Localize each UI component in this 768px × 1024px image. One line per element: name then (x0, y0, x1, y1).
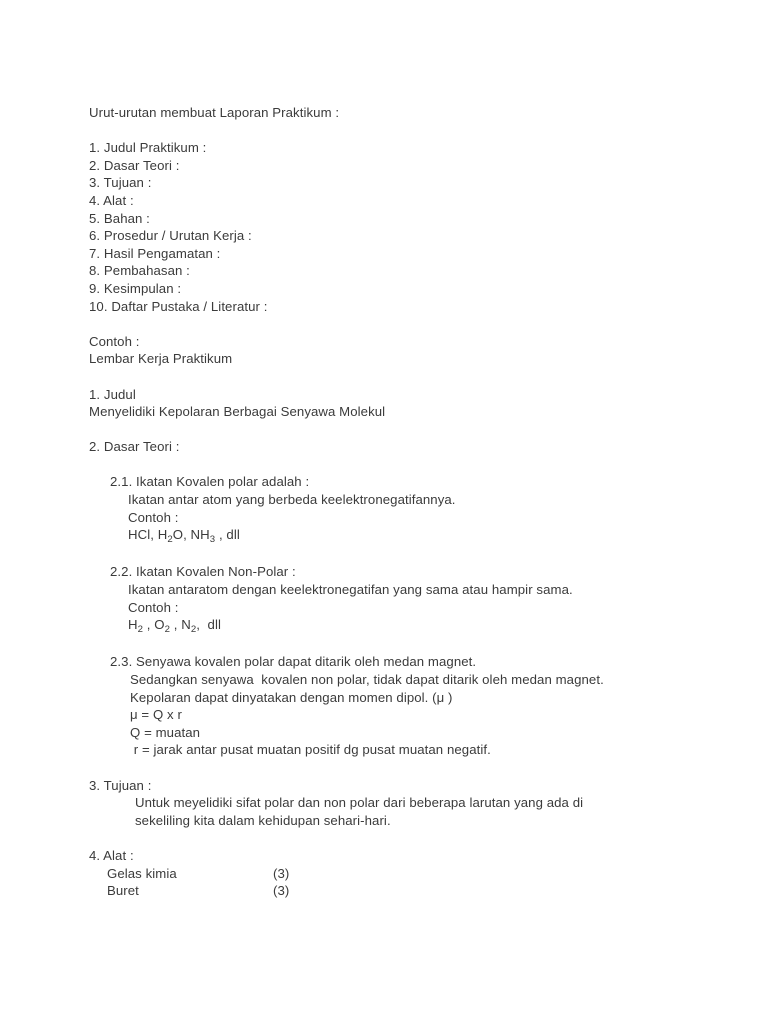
subsection-2-2-heading: 2.2. Ikatan Kovalen Non-Polar : (110, 564, 296, 580)
report-step-9: 9. Kesimpulan : (89, 280, 182, 296)
report-step-10: 10. Daftar Pustaka / Literatur : (89, 298, 268, 314)
formula-part: O, NH (172, 527, 210, 543)
report-step-5: 5. Bahan : (89, 210, 150, 226)
report-step-4: 4. Alat : (89, 192, 134, 208)
formula-subscript: 2 (164, 624, 171, 636)
section-3-heading: 3. Tujuan : (89, 777, 152, 793)
subsection-2-1-formula (89, 526, 709, 546)
formula-part: , N (170, 617, 191, 633)
section-3-line-1: Untuk meyelidiki sifat polar dan non polar dari beberapa larutan yang ada di (135, 795, 584, 811)
report-step-3: 3. Tujuan : (89, 175, 152, 191)
formula-part: H (128, 617, 138, 633)
equipment-name: Buret (107, 883, 139, 899)
document-body (89, 104, 709, 900)
section-3-line-2: sekeliling kita dalam kehidupan sehari-hari. (135, 812, 391, 828)
subsection-2-2-line-1: Ikatan antaratom dengan keelektronegatifan yang sama atau hampir sama. (128, 582, 573, 598)
equipment-name: Gelas kimia (107, 865, 177, 881)
subsection-2-1-line-2: Contoh : (128, 509, 179, 525)
formula-subscript: 2 (190, 624, 197, 636)
spacer (89, 421, 709, 439)
example-label: Contoh : (89, 333, 140, 349)
report-step-2: 2. Dasar Teori : (89, 157, 180, 173)
section-1-heading: 1. Judul (89, 386, 136, 402)
spacer (89, 456, 709, 474)
spacer (89, 636, 709, 654)
dipole-formula: μ = Q x r (130, 707, 182, 723)
subsection-2-2-formula (89, 616, 709, 636)
report-step-7: 7. Hasil Pengamatan : (89, 245, 221, 261)
subsection-2-1-line-1: Ikatan antar atom yang berbeda keelektronegatifannya. (128, 492, 456, 508)
formula-subscript: 2 (137, 624, 144, 636)
equipment-row (89, 865, 709, 883)
formula-part: , dll (196, 617, 221, 633)
spacer (89, 759, 709, 777)
section-1-body: Menyelidiki Kepolaran Berbagai Senyawa Molekul (89, 404, 386, 420)
equipment-row (89, 882, 709, 900)
formula-part: HCl, H (128, 527, 168, 543)
equipment-quantity: (3) (273, 865, 290, 881)
report-step-1: 1. Judul Praktikum : (89, 140, 207, 156)
section-4-heading: 4. Alat : (89, 847, 134, 863)
equipment-quantity: (3) (273, 883, 290, 899)
charge-definition: Q = muatan (130, 724, 201, 740)
spacer (89, 368, 709, 386)
section-2-heading: 2. Dasar Teori : (89, 439, 180, 455)
formula-part: , O (143, 617, 165, 633)
formula-subscript: 2 (167, 534, 173, 546)
formula-part: , dll (215, 527, 240, 543)
subsection-2-3-line-1: Sedangkan senyawa kovalen non polar, tidak dapat ditarik oleh medan magnet. (130, 672, 604, 687)
spacer (89, 315, 709, 333)
spacer (89, 122, 709, 140)
document-heading: Urut-urutan membuat Laporan Praktikum : (89, 105, 340, 120)
example-title: Lembar Kerja Praktikum (89, 351, 233, 367)
subsection-2-2-line-2: Contoh : (128, 599, 179, 615)
subsection-2-3-line-2: Kepolaran dapat dinyatakan dengan momen dipol. (μ ) (130, 689, 453, 705)
spacer (89, 546, 709, 564)
report-step-8: 8. Pembahasan : (89, 263, 190, 279)
subsection-2-3-heading: 2.3. Senyawa kovalen polar dapat ditarik oleh medan magnet. (110, 654, 477, 670)
distance-definition: r = jarak antar pusat muatan positif dg pusat muatan negatif. (130, 742, 491, 758)
subsection-2-1-heading: 2.1. Ikatan Kovalen polar adalah : (110, 474, 310, 490)
report-step-6: 6. Prosedur / Urutan Kerja : (89, 228, 252, 244)
spacer (89, 829, 709, 847)
formula-subscript: 3 (209, 534, 216, 546)
